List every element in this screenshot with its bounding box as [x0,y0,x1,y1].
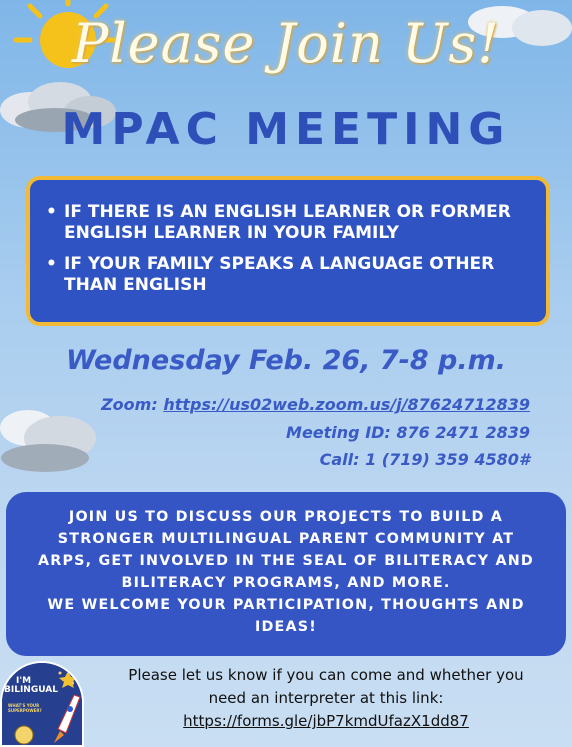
headline: Please Join Us! [72,12,500,75]
message-line: JOIN US TO DISCUSS OUR PROJECTS TO BUILD A [68,509,504,525]
rsvp-link[interactable]: https://forms.gle/jbP7kmdUfazX1dd87 [183,712,469,730]
message-box [6,492,566,656]
cta-line: need an interpreter at this link: [208,689,444,707]
message-line: STRONGER MULTILINGUAL PARENT COMMUNITY AT [57,531,515,547]
zoom-link[interactable]: https://us02web.zoom.us/j/87624712839 [163,395,530,414]
message-line: BILITERACY PROGRAMS, AND MORE. [121,575,451,591]
meeting-id: Meeting ID: 876 2471 2839 [286,423,530,442]
cloud-icon [0,398,100,478]
zoom-info [101,395,530,414]
list-item: • IF YOUR FAMILY SPEAKS A LANGUAGE OTHER THAN ENGLISH [44,254,532,296]
badge-line: BILINGUAL [4,685,58,695]
badge-subtitle: WHAT'S YOUR SUPERPOWER? [8,703,42,713]
message-line: WE WELCOME YOUR PARTICIPATION, THOUGHTS AND [47,597,525,613]
zoom-label: Zoom: [101,395,164,414]
list-item: • IF THERE IS AN ENGLISH LEARNER OR FORMER ENGLISH LEARNER IN YOUR FAMILY [44,202,532,244]
criteria-box [26,176,550,326]
meeting-date: Wednesday Feb. 26, 7-8 p.m. [65,345,507,376]
rsvp-section [96,664,556,733]
message-line: ARPS, GET INVOLVED IN THE SEAL OF BILITERACY AND [38,553,534,569]
bilingual-badge [0,661,84,747]
message-line: IDEAS! [254,619,318,635]
cta-line: Please let us know if you can come and whether you [128,666,524,684]
criteria-list [44,202,532,296]
call-number: Call: 1 (719) 359 4580# [319,450,530,469]
badge-line: I'M [16,676,32,686]
page-title: MPAC MEETING [61,104,511,155]
